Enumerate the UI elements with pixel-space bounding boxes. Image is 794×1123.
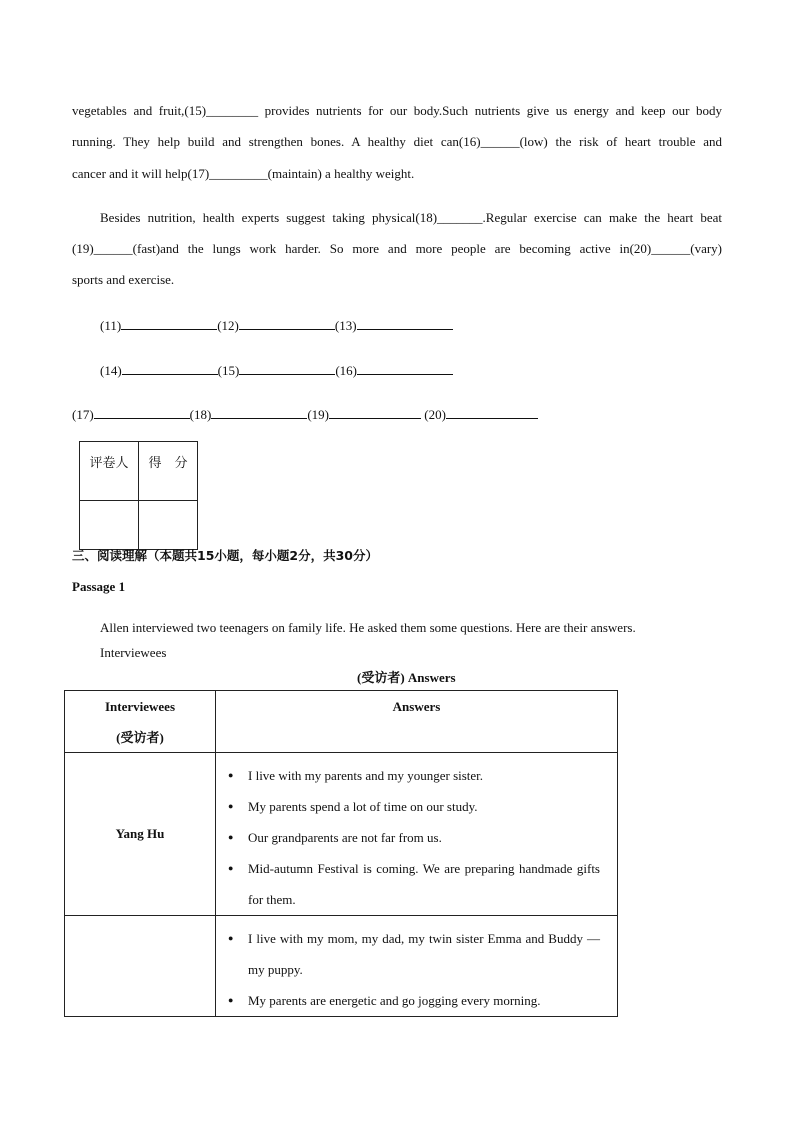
paragraph2-line2: (19)______(fast)and the lungs work harder. So more and more people are becoming active in(20)______(vary) — [72, 241, 722, 256]
header-col1-line1: Interviewees — [104, 699, 176, 714]
answer-blank-18[interactable] — [211, 406, 307, 419]
row2-interviewee — [65, 916, 216, 1017]
table-caption: (受访者) Answers — [357, 670, 456, 685]
answer-blank-15[interactable] — [239, 362, 335, 375]
answer-blanks-row1 — [100, 317, 453, 334]
blank-label: (12) — [217, 318, 239, 333]
grader-cell[interactable] — [80, 501, 139, 550]
blank-label: (13) — [334, 318, 357, 333]
answer-blank-19[interactable] — [329, 406, 421, 419]
score-cell[interactable] — [139, 501, 198, 550]
blank-label: (20) — [424, 407, 446, 422]
section-heading: 三、阅读理解（本题共15小题，每小题2分，共30分） — [72, 548, 378, 563]
row1-answers — [216, 753, 618, 916]
answer-blank-16[interactable] — [357, 362, 453, 375]
table-row — [65, 753, 618, 916]
blank-label: (19) — [307, 407, 330, 422]
answer-item: ● I live with my mom, my dad, my twin sister Emma and Buddy — my puppy. — [228, 923, 600, 985]
blank-label: (14) — [100, 363, 122, 378]
header-interviewees — [65, 691, 216, 753]
answer-item: ● My parents spend a lot of time on our study. — [228, 791, 600, 822]
blank-label: (18) — [189, 407, 212, 422]
blank-label: (15) — [217, 363, 240, 378]
table-row — [65, 916, 618, 1017]
passage-intro: Allen interviewed two teenagers on family life. He asked them some questions. Here are their answers. — [100, 620, 636, 635]
header-answers: Answers — [216, 691, 618, 753]
interviewees-line: Interviewees — [100, 645, 167, 660]
grader-header: 评卷人 — [80, 442, 139, 501]
blank-label: (16) — [335, 363, 358, 378]
paragraph2-line3: sports and exercise. — [72, 272, 175, 287]
row2-answers — [216, 916, 618, 1017]
passage-title: Passage 1 — [72, 579, 126, 594]
blank-label: (17) — [72, 407, 94, 422]
row1-interviewee: Yang Hu — [65, 753, 216, 916]
answer-blank-17[interactable] — [94, 406, 190, 419]
paragraph2-line1: Besides nutrition, health experts suggest taking physical(18)_______.Regular exercise can make the heart beat — [100, 210, 722, 225]
answer-item: ● Mid-autumn Festival is coming. We are preparing handmade gifts for them. — [228, 853, 600, 915]
score-table — [79, 441, 198, 550]
answer-item: ● I live with my parents and my younger sister. — [228, 760, 600, 791]
answer-blank-14[interactable] — [122, 362, 218, 375]
answer-blanks-row2 — [100, 362, 453, 379]
answer-blank-13[interactable] — [357, 317, 453, 330]
answer-item: ● My parents are energetic and go jogging every morning. — [228, 985, 600, 1016]
answer-blank-20[interactable] — [446, 406, 538, 419]
answer-blank-12[interactable] — [239, 317, 335, 330]
paragraph1-line1: vegetables and fruit,(15)________ provides nutrients for our body.Such nutrients give us energy and keep our body — [72, 103, 722, 118]
answers-table — [64, 690, 618, 1017]
paragraph1-line3: cancer and it will help(17)_________(maintain) a healthy weight. — [72, 166, 415, 181]
header-col1-line2: (受访者) — [116, 730, 164, 745]
answer-item: ● Our grandparents are not far from us. — [228, 822, 600, 853]
blank-label: (11) — [100, 318, 122, 333]
answer-blank-11[interactable] — [121, 317, 217, 330]
paragraph1-line2: running. They help build and strengthen bones. A healthy diet can(16)______(low) the risk of heart trouble and — [72, 134, 722, 149]
answer-blanks-row3 — [72, 406, 538, 423]
score-header: 得 分 — [139, 442, 198, 501]
table-header-row — [65, 691, 618, 753]
